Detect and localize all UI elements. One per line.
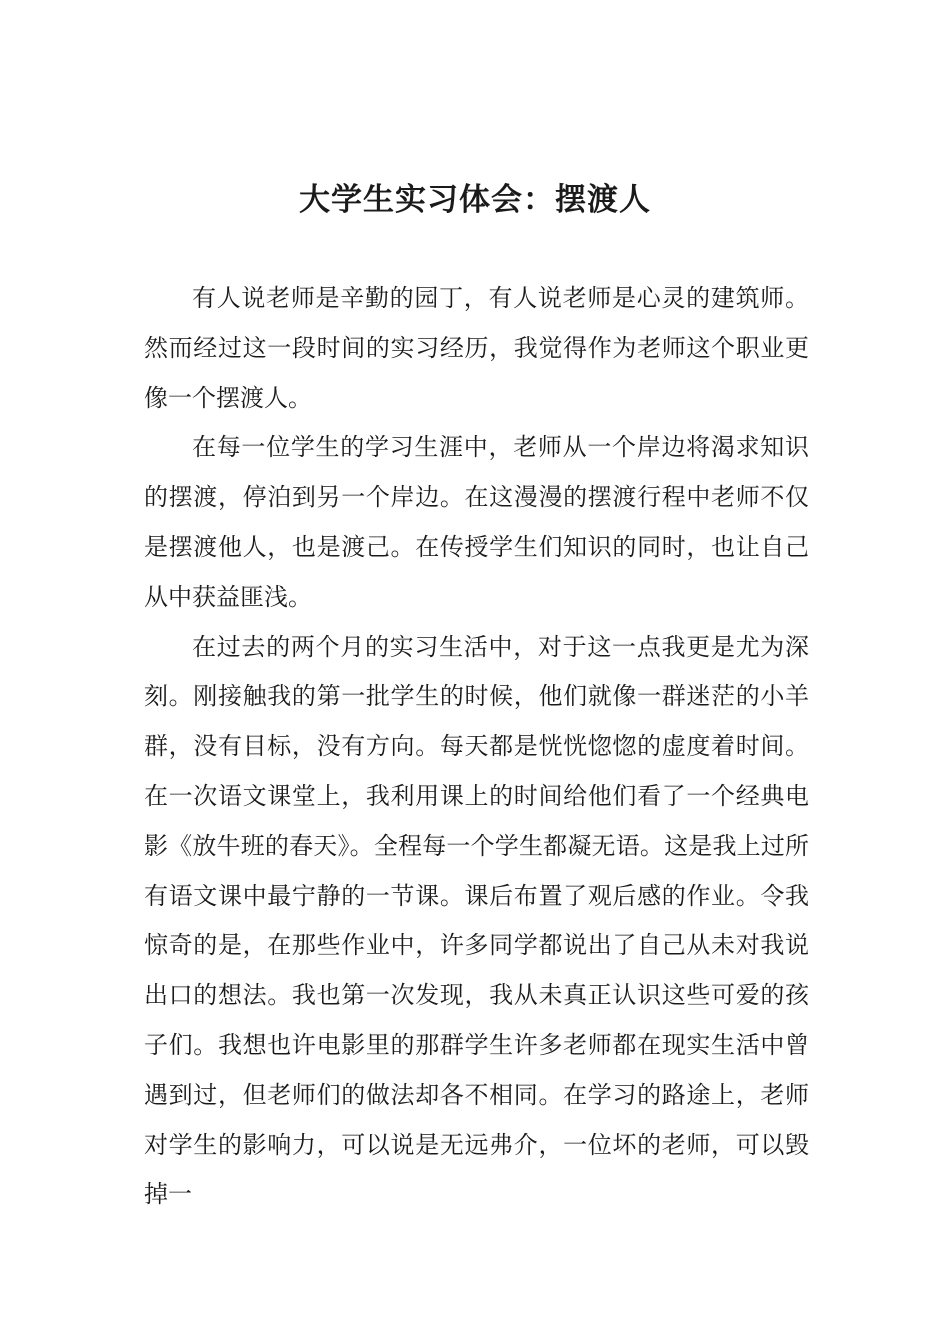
document-body — [144, 274, 809, 1220]
paragraph-2: 在每一位学生的学习生涯中，老师从一个岸边将渴求知识的摆渡，停泊到另一个岸边。在这漫漫的摆渡行程中老师不仅是摆渡他人，也是渡己。在传授学生们知识的同时，也让自己从中获益匪浅。 — [144, 433, 809, 611]
document-title: 大学生实习体会：摆渡人 — [299, 182, 651, 218]
paragraph-3: 在过去的两个月的实习生活中，对于这一点我更是尤为深刻。刚接触我的第一批学生的时候，他们就像一群迷茫的小羊群，没有目标，没有方向。每天都是恍恍惚惚的虚度着时间。在一次语文课堂上，我利用课上的时间给他们看了一个经典电影《放牛班的春天》。全程每一个学生都凝无语。这是我上过所有语文课中最宁静的一节课。课后布置了观后感的作业。令我惊奇的是，在那些作业中，许多同学都说出了自己从未对我说出口的想法。我也第一次发现，我从未真正认识这些可爱的孩子们。我想也许电影里的那群学生许多老师都在现实生活中曾遇到过，但老师们的做法却各不相同。在学习的路途上，老师对学生的影响力，可以说是无远弗介，一位坏的老师，可以毁掉一 — [144, 632, 809, 1209]
paragraph-1: 有人说老师是辛勤的园丁，有人说老师是心灵的建筑师。然而经过这一段时间的实习经历，我觉得作为老师这个职业更像一个摆渡人。 — [144, 284, 809, 412]
